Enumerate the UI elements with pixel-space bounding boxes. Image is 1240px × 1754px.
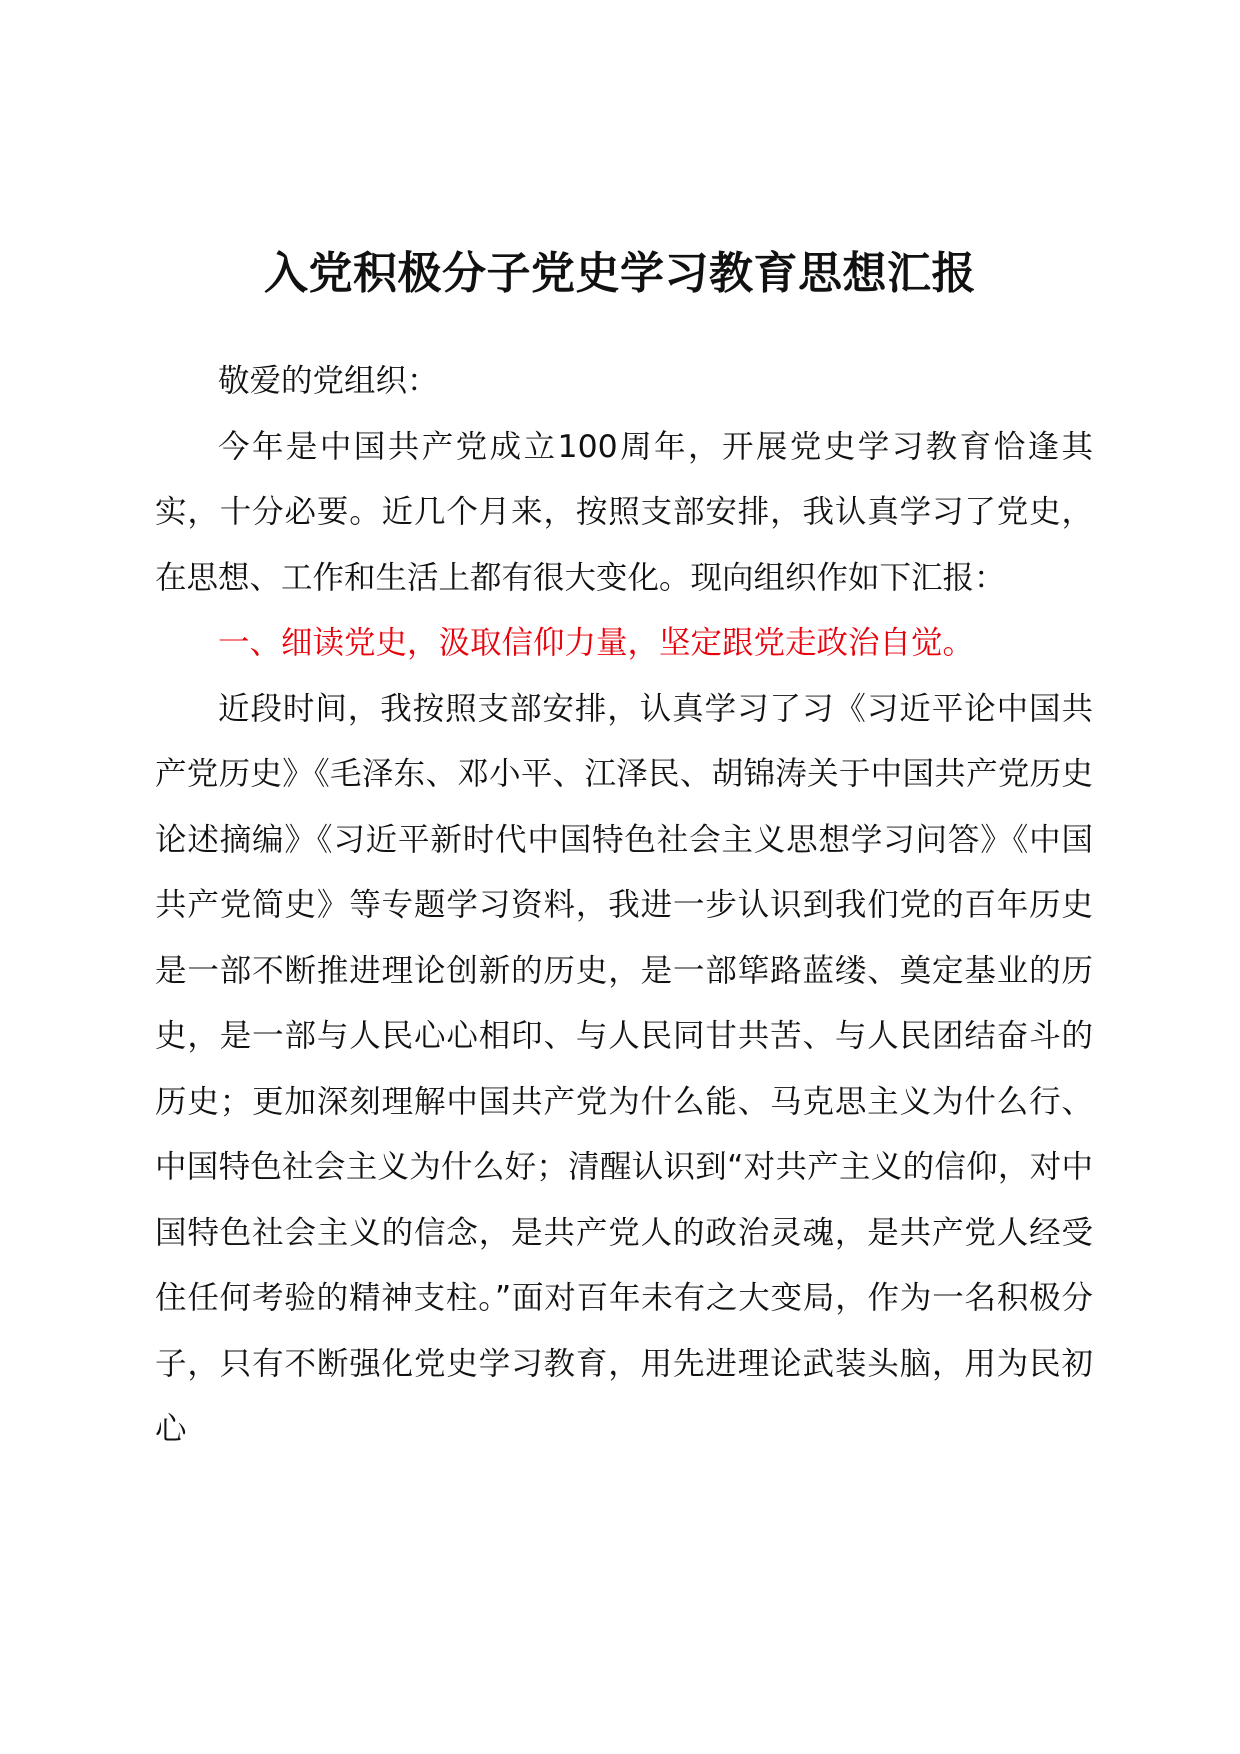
section-heading-1: 一、细读党史，汲取信仰力量，坚定跟党走政治自觉。 — [218, 625, 975, 661]
paragraph-intro: 今年是中国共产党成立100周年，开展党史学习教育恰逢其实，十分必要。近几个月来，按照支部安排，我认真学习了党史，在思想、工作和生活上都有很大变化。现向组织作如下汇报： — [155, 428, 1093, 596]
paragraph-study: 近段时间，我按照支部安排，认真学习了习《习近平论中国共产党历史》《毛泽东、邓小平、江泽民、胡锦涛关于中国共产党历史论述摘编》《习近平新时代中国特色社会主义思想学习问答》《中国共产党简史》等专题学习资料，我进一步认识到我们党的百年历史是一部不断推进理论创新的历史，是一部筚路蓝缕、奠定基业的历史，是一部与人民心心相印、与人民同甘共苦、与人民团结奋斗的历史；更加深刻理解中国共产党为什么能、马克思主义为什么行、中国特色社会主义为什么好；清醒认识到“对共产主义的信仰，对中国特色社会主义的信念，是共产党人的政治灵魂，是共产党人经受住任何考验的精神支柱。”面对百年未有之大变局，作为一名积极分子，只有不断强化党史学习教育，用先进理论武装头脑，用为民初心 — [155, 690, 1093, 1447]
document-title: 入党积极分子党史学习教育思想汇报 — [264, 248, 976, 299]
salutation: 敬爱的党组织： — [218, 363, 439, 399]
document-body — [155, 349, 1093, 1463]
